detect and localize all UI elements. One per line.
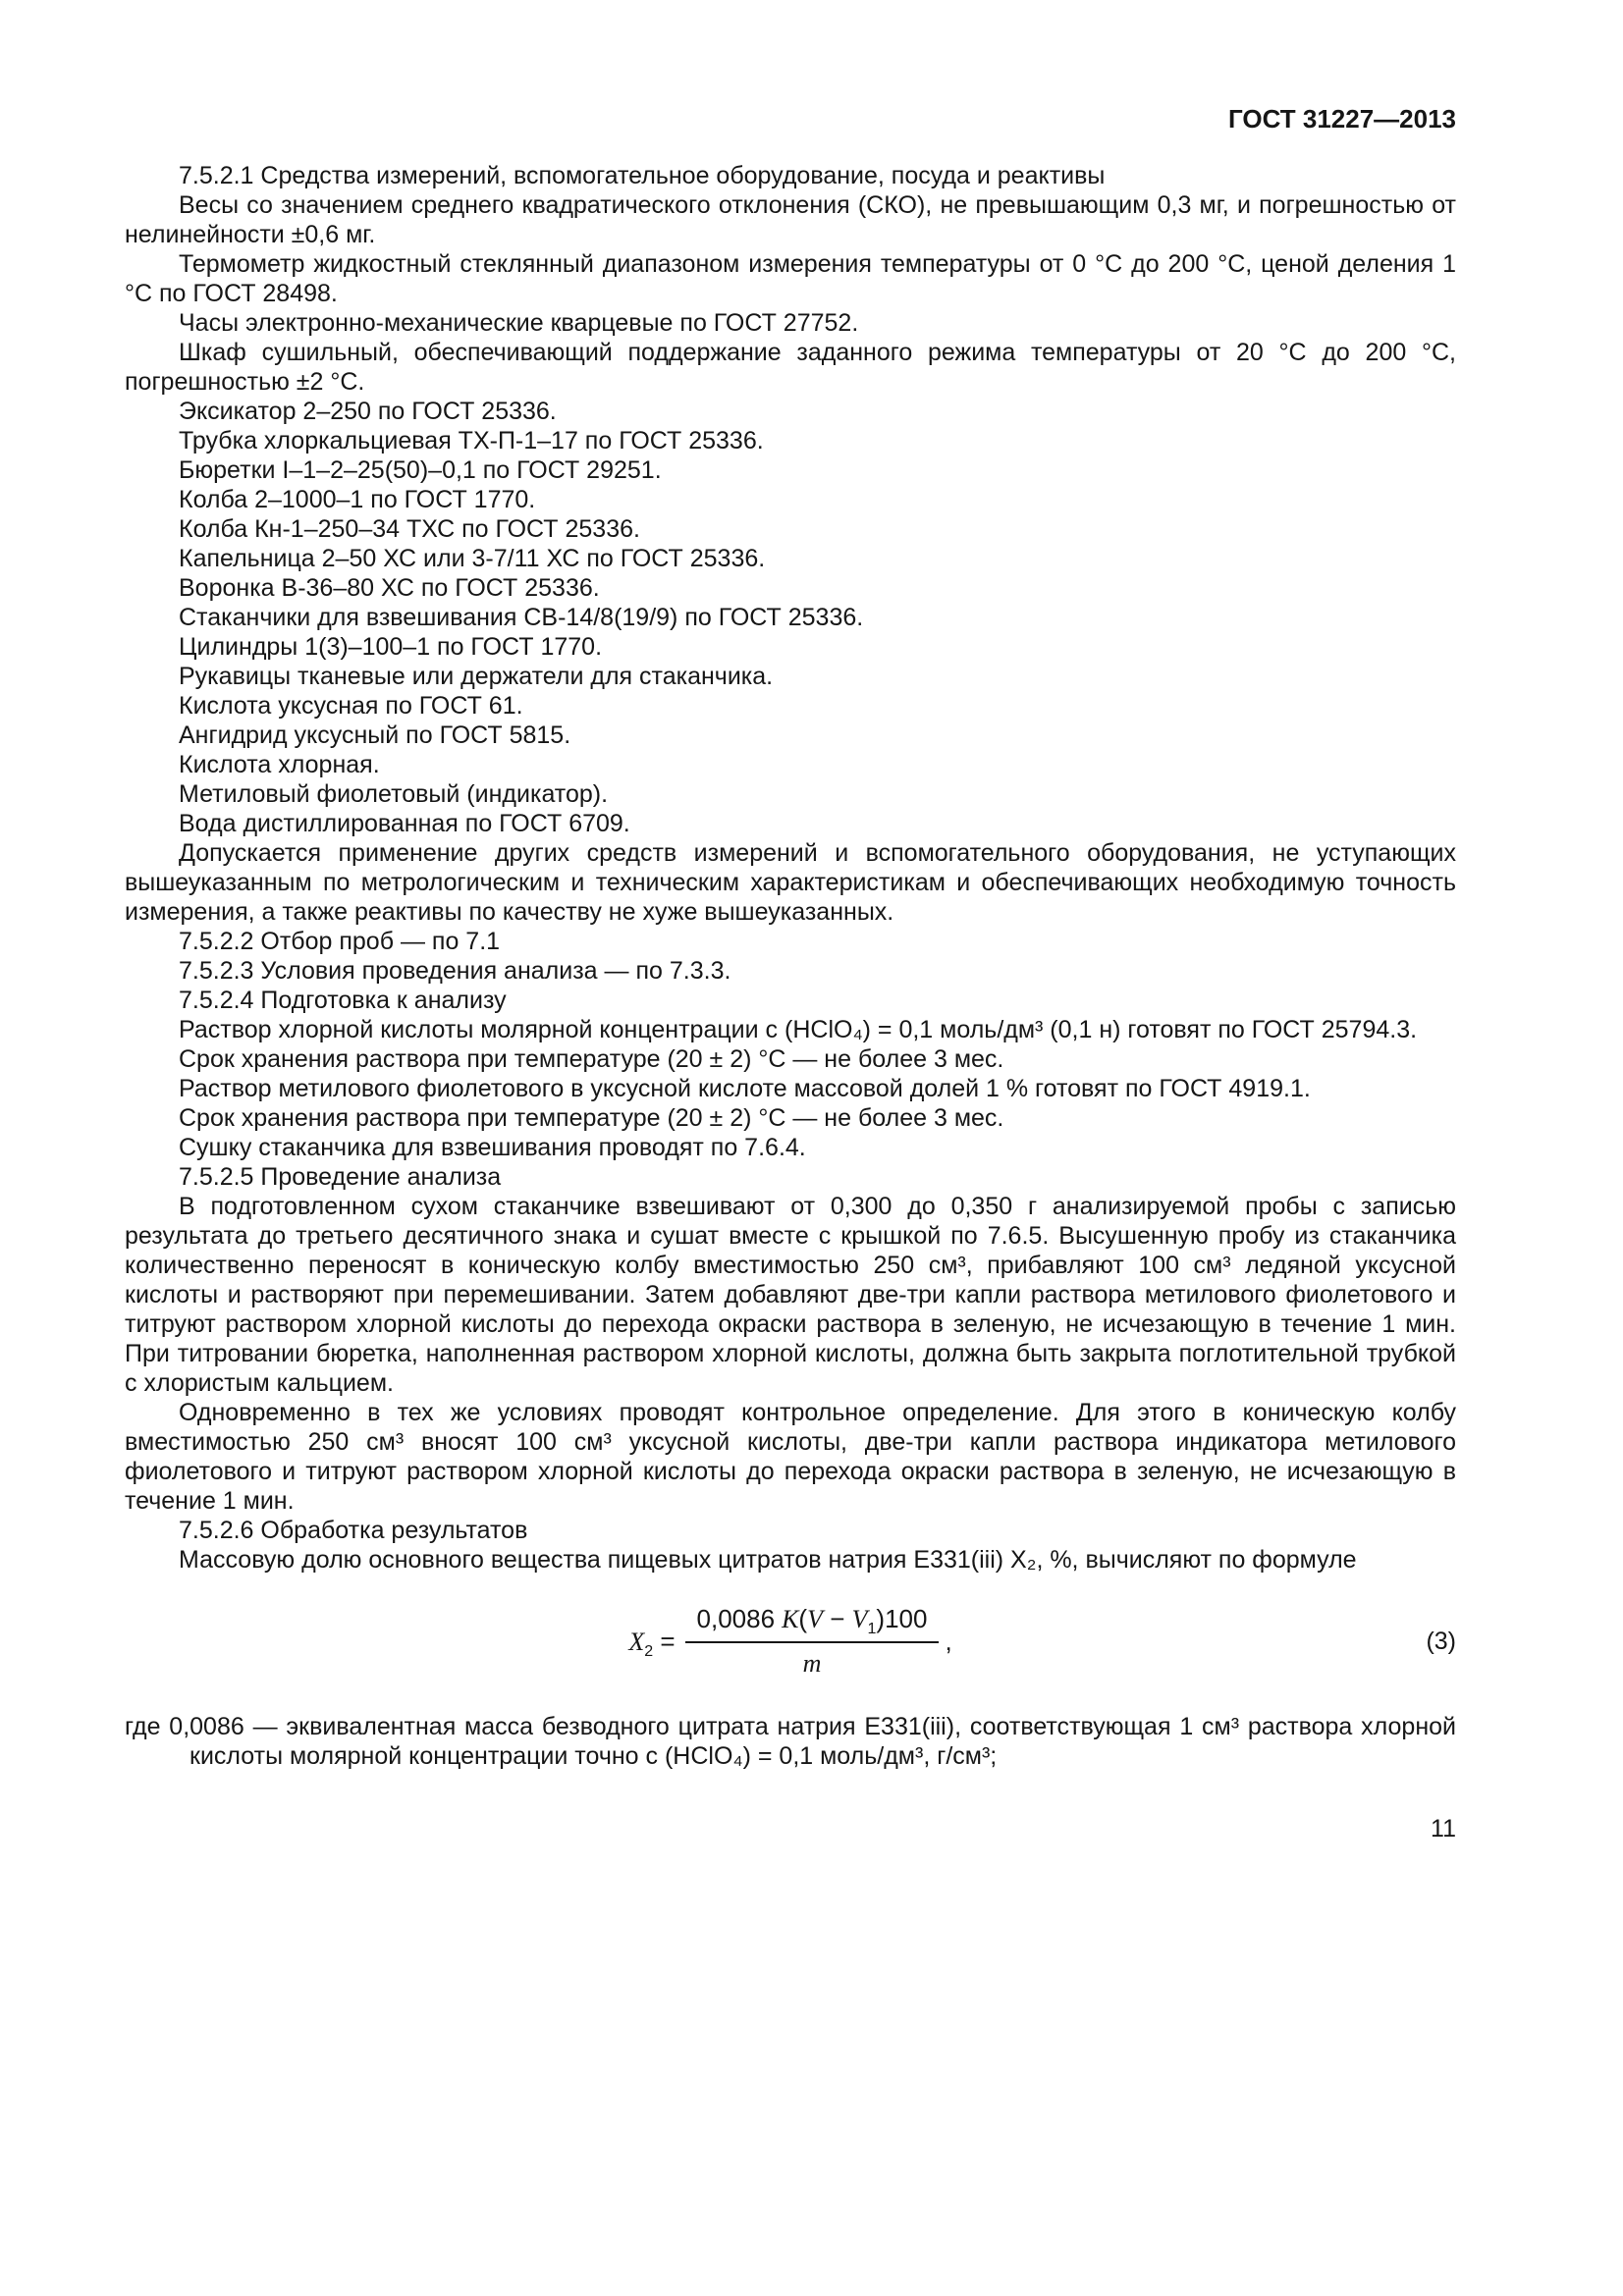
list-item: Бюретки I–1–2–25(50)–0,1 по ГОСТ 29251. (179, 456, 662, 484)
body-text (125, 161, 1456, 1843)
list-item: Метиловый фиолетовый (индикатор). (179, 780, 609, 808)
clause-heading: 7.5.2.4 Подготовка к анализу (179, 987, 507, 1014)
list-item: Колба 2–1000–1 по ГОСТ 1770. (179, 486, 536, 513)
clause-heading: 7.5.2.1 Средства измерений, вспомогательное оборудование, посуда и реактивы (179, 162, 1106, 189)
doc-number: ГОСТ 31227—2013 (1228, 104, 1456, 133)
paragraph: Раствор метилового фиолетового в уксусной кислоте массовой долей 1 % готовят по ГОСТ 4919.1. (179, 1075, 1311, 1102)
list-item: Цилиндры 1(3)–100–1 по ГОСТ 1770. (179, 633, 603, 661)
paragraph: Шкаф сушильный, обеспечивающий поддержание заданного режима температуры от 20 °С до 200 °С, погрешностью ±2 °С. (125, 339, 1456, 396)
paragraph: Массовую долю основного вещества пищевых цитратов натрия E331(iii) X₂, %, вычисляют по формуле (179, 1546, 1357, 1574)
formula-denominator: m (802, 1649, 822, 1678)
list-item: Капельница 2–50 ХС или 3-7/11 ХС по ГОСТ 25336. (179, 545, 766, 572)
list-item: Кислота уксусная по ГОСТ 61. (179, 692, 523, 720)
clause-heading: 7.5.2.3 Условия проведения анализа — по 7.3.3. (179, 957, 731, 985)
page-number: 11 (1431, 1815, 1456, 1842)
paragraph: Срок хранения раствора при температуре (20 ± 2) °С — не более 3 мес. (179, 1104, 1004, 1132)
formula-numerator: 0,0086 $K(V - V_1)100$ (685, 1604, 940, 1643)
paragraph: Раствор хлорной кислоты молярной концентрации c (HClO₄) = 0,1 моль/дм³ (0,1 н) готовят по ГОСТ 25794.3. (179, 1016, 1418, 1043)
list-item: Ангидрид уксусный по ГОСТ 5815. (179, 721, 571, 749)
formula-lhs: $X_2$ = (628, 1626, 676, 1660)
list-item: Эксикатор 2–250 по ГОСТ 25336. (179, 398, 557, 425)
paragraph: Допускается применение других средств измерений и вспомогательного оборудования, не уступающих вышеуказанным по метрологическим и техническим характеристикам и обеспечивающих необходимую точность измерения, а также реактивы по качеству не хуже вышеуказанных. (125, 839, 1456, 926)
formula-number: (3) (1426, 1628, 1456, 1655)
formula (125, 1604, 1456, 1679)
paragraph: Одновременно в тех же условиях проводят контрольное определение. Для этого в коническую колбу вместимостью 250 см³ вносят 100 см³ уксусной кислоты, две-три капли раствора индикатора метилового фиолетового и титруют раствором хлорной кислоты до перехода окраски раствора в зеленую, не исчезающую в течение 1 мин. (125, 1399, 1456, 1515)
clause-heading: 7.5.2.5 Проведение анализа (179, 1163, 502, 1191)
page-content (125, 104, 1456, 1843)
clause-heading: 7.5.2.2 Отбор проб — по 7.1 (179, 928, 501, 955)
where-clause: где 0,0086 — эквивалентная масса безводного цитрата натрия E331(iii), соответствующая 1 см³ раствора хлорной кислоты молярной концентрации точно c (HClO₄) = 0,1 моль/дм³, г/см³; (125, 1713, 1456, 1770)
list-item: Колба Кн-1–250–34 ТХС по ГОСТ 25336. (179, 515, 640, 543)
list-item: Воронка В-36–80 ХС по ГОСТ 25336. (179, 574, 600, 602)
paragraph: Весы со значением среднего квадратического отклонения (СКО), не превышающим 0,3 мг, и погрешностью от нелинейности ±0,6 мг. (125, 191, 1456, 248)
paragraph: В подготовленном сухом стаканчике взвешивают от 0,300 до 0,350 г анализируемой пробы с записью результата до третьего десятичного знака и сушат вместе с крышкой по 7.6.5. Высушенную пробу из стаканчика количественно переносят в коническую колбу вместимостью 250 см³, прибавляют 100 см³ ледяной уксусной кислоты и растворяют при перемешивании. Затем добавляют две-три капли раствора метилового фиолетового и титруют раствором хлорной кислоты до перехода окраски раствора в зеленую, не исчезающую в течение 1 мин. При титровании бюретка, наполненная раствором хлорной кислоты, должна быть закрыта поглотительной трубкой с хлористым кальцием. (125, 1193, 1456, 1397)
paragraph: Сушку стаканчика для взвешивания проводят по 7.6.4. (179, 1134, 806, 1161)
list-item: Стаканчики для взвешивания СВ-14/8(19/9) по ГОСТ 25336. (179, 604, 864, 631)
list-item: Рукавицы тканевые или держатели для стаканчика. (179, 663, 774, 690)
paragraph: Часы электронно-механические кварцевые по ГОСТ 27752. (179, 309, 859, 337)
list-item: Кислота хлорная. (179, 751, 380, 778)
formula-comma: , (945, 1627, 952, 1656)
list-item: Вода дистиллированная по ГОСТ 6709. (179, 810, 630, 837)
list-item: Трубка хлоркальциевая ТХ-П-1–17 по ГОСТ 25336. (179, 427, 764, 454)
paragraph: Срок хранения раствора при температуре (20 ± 2) °С — не более 3 мес. (179, 1045, 1004, 1073)
paragraph: Термометр жидкостный стеклянный диапазоном измерения температуры от 0 °С до 200 °С, ценой деления 1 °С по ГОСТ 28498. (125, 250, 1456, 307)
formula-fraction (685, 1604, 940, 1679)
clause-heading: 7.5.2.6 Обработка результатов (179, 1517, 528, 1544)
